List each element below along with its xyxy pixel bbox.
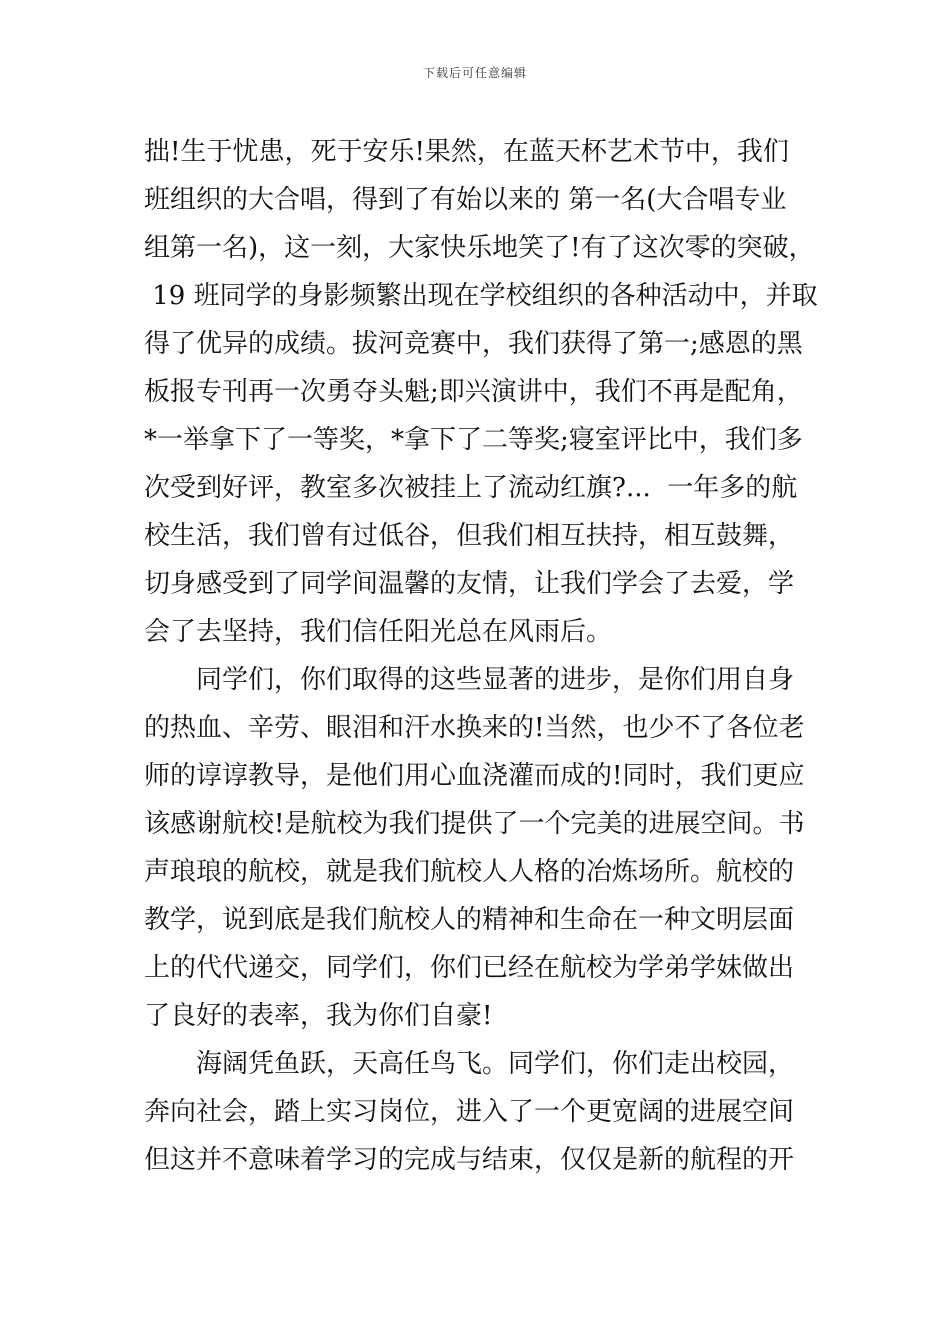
text-line: 19 班同学的身影频繁出现在学校组织的各种活动中，并取 [144,281,818,311]
document-body [144,128,816,1184]
text-line: 拙!生于忧患，死于安乐!果然，在蓝天杯艺术节中，我们 [144,137,789,167]
text-line: 上的代代递交，同学们，你们已经在航校为学弟学妹做出 [144,953,795,983]
text-line: 得了优异的成绩。拔河竞赛中，我们获得了第一;感恩的黑 [144,329,803,359]
text-line: 了良好的表率，我为你们自豪! [144,1001,493,1031]
text-line: 校生活，我们曾有过低谷，但我们相互扶持，相互鼓舞， [144,521,795,551]
text-line: 声琅琅的航校，就是我们航校人人格的冶炼场所。航校的 [144,857,795,887]
text-line: 奔向社会，踏上实习岗位，进入了一个更宽阔的进展空间 [144,1097,795,1127]
text-line: 切身感受到了同学间温馨的友情，让我们学会了去爱，学 [144,569,795,599]
text-line: 师的谆谆教导，是他们用心血浇灌而成的!同时，我们更应 [144,761,805,791]
text-line: 板报专刊再一次勇夺头魁;即兴演讲中，我们不再是配角， [144,377,803,407]
text-line: *一举拿下了一等奖，*拿下了二等奖;寝室评比中，我们多 [144,425,803,455]
page-header: 下载后可任意编辑 [422,66,527,80]
text-line: 组第一名)，这一刻，大家快乐地笑了!有了这次零的突破， [144,233,815,263]
paragraph-start-line: 同学们，你们取得的这些显著的进步，是你们用自身 [196,665,795,695]
text-line: 会了去坚持，我们信任阳光总在风雨后。 [144,617,613,647]
text-line: 的热血、辛劳、眼泪和汗水换来的!当然，也少不了各位老 [144,713,805,743]
text-line: 教学，说到底是我们航校人的精神和生命在一种文明层面 [144,905,795,935]
text-line: 该感谢航校!是航校为我们提供了一个完美的进展空间。书 [144,809,805,839]
text-line: 次受到好评，教室多次被挂上了流动红旗?... 一年多的航 [144,473,798,503]
paragraph-start-line: 海阔凭鱼跃，天高任鸟飞。同学们，你们走出校园， [196,1049,795,1079]
text-line: 班组织的大合唱，得到了有始以来的 第一名(大合唱专业 [144,185,787,215]
text-line: 但这并不意味着学习的完成与结束，仅仅是新的航程的开 [144,1145,795,1175]
